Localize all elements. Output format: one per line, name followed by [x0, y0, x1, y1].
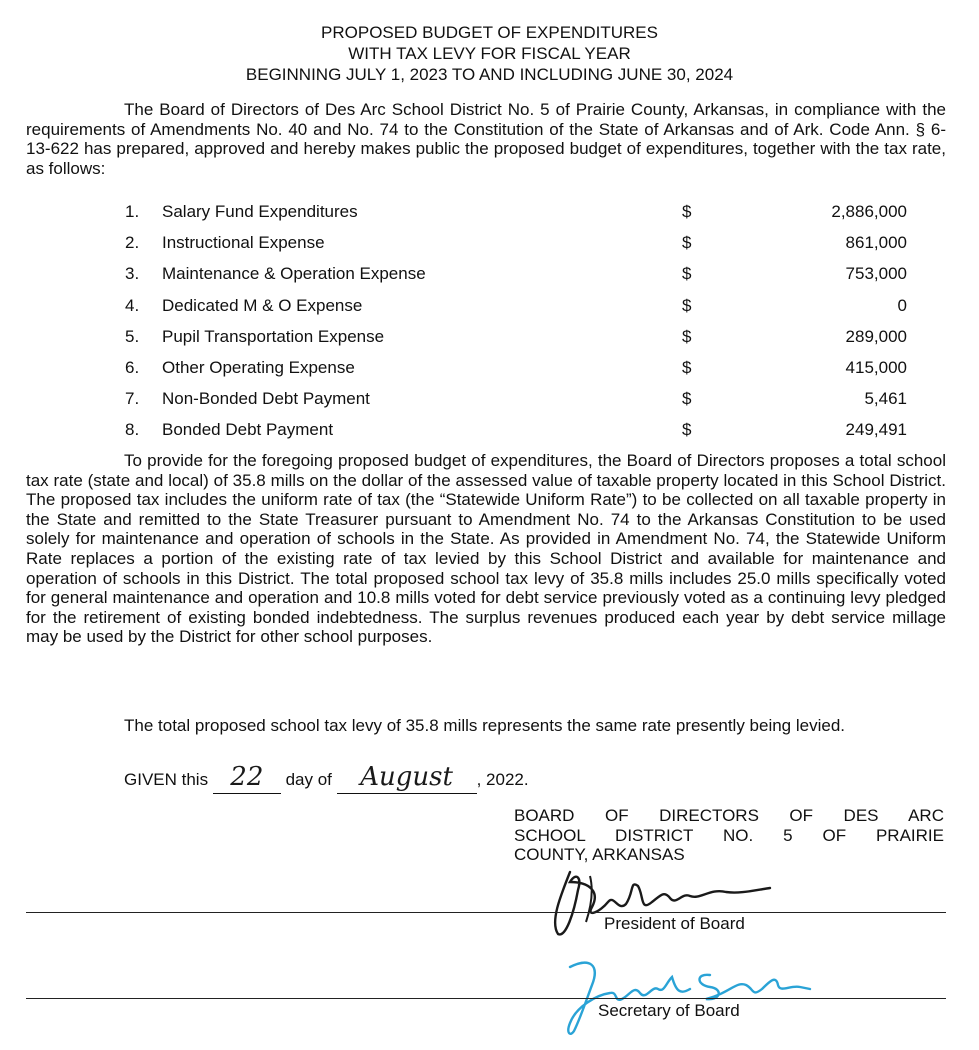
- handwritten-day: 22: [230, 762, 264, 792]
- expenditure-row: [0, 227, 979, 258]
- month-field: [337, 764, 477, 794]
- item-number: 2.: [125, 233, 140, 253]
- expenditure-row: [0, 383, 979, 414]
- item-label: Pupil Transportation Expense: [162, 326, 385, 346]
- item-label: Maintenance & Operation Expense: [162, 264, 426, 284]
- item-number: 1.: [125, 202, 140, 221]
- item-amount: 249,491: [845, 420, 907, 440]
- given-suffix: , 2022.: [476, 770, 529, 789]
- given-prefix: GIVEN this: [124, 770, 209, 789]
- item-label: Instructional Expense: [162, 233, 325, 253]
- currency-symbol: $: [682, 233, 692, 253]
- document-header: [0, 22, 979, 85]
- header-line-1: PROPOSED BUDGET OF EXPENDITURES: [321, 23, 658, 42]
- item-number: 7.: [125, 389, 140, 409]
- currency-symbol: $: [682, 295, 692, 315]
- header-line-3: BEGINNING JULY 1, 2023 TO AND INCLUDING JUNE 30, 2024: [245, 65, 734, 84]
- item-number: 5.: [125, 326, 140, 346]
- secretary-signature-line: [26, 998, 946, 999]
- item-amount: 289,000: [845, 326, 907, 346]
- board-line-3: COUNTY, ARKANSAS: [514, 845, 685, 864]
- item-label: Bonded Debt Payment: [162, 420, 334, 440]
- levy-note-paragraph: The total proposed school tax levy of 35.8 mills represents the same rate presently being levied.: [124, 716, 845, 735]
- currency-symbol: $: [682, 357, 692, 377]
- currency-symbol: $: [682, 326, 692, 346]
- intro-paragraph: The Board of Directors of Des Arc School District No. 5 of Prairie County, Arkansas, in compliance with the requirements of Amendments No. 40 and No. 74 to the Constitution of the State of Arkansas and of Ark. Code Ann. § 6-13-622 has prepared, approved and hereby makes public the proposed budget of expenditures, together with the tax rate, as follows:: [26, 100, 946, 178]
- currency-symbol: $: [682, 389, 692, 409]
- board-line-2: SCHOOL DISTRICT NO. 5 OF PRAIRIE: [514, 825, 944, 845]
- expenditure-row: [0, 414, 979, 445]
- expenditure-row: [0, 258, 979, 289]
- board-line-1: BOARD OF DIRECTORS OF DES ARC: [514, 806, 944, 825]
- expenditure-row: [0, 196, 979, 227]
- item-amount: 2,886,000: [831, 202, 907, 221]
- president-signature-line: [26, 912, 946, 913]
- item-amount: 0: [897, 295, 907, 315]
- currency-symbol: $: [682, 202, 692, 221]
- secretary-signature: [540, 945, 820, 1040]
- expenditure-row: [0, 321, 979, 352]
- secretary-label: Secretary of Board: [598, 1001, 740, 1020]
- currency-symbol: $: [682, 420, 692, 440]
- expenditure-row: [0, 290, 979, 321]
- item-number: 3.: [125, 264, 140, 284]
- item-label: Non-Bonded Debt Payment: [162, 389, 370, 409]
- given-date-line: [124, 764, 529, 795]
- expenditure-row: [0, 352, 979, 383]
- item-amount: 861,000: [845, 233, 907, 253]
- tax-rate-paragraph: To provide for the foregoing proposed budget of expenditures, the Board of Directors proposes a total school tax rate (state and local) of 35.8 mills on the dollar of the assessed value of taxable property located in this School District. The proposed tax includes the uniform rate of tax (the “Statewide Uniform Rate”) to be collected on all taxable property in the State and remitted to the State Treasurer pursuant to Amendment No. 74 to the Arkansas Constitution to be used solely for maintenance and operation of schools in the State. As provided in Amendment No. 74, the Statewide Uniform Rate replaces a portion of the existing rate of tax levied by this School District and available for maintenance and operation of schools in this District. The total proposed school tax levy of 35.8 mills includes 25.0 mills specifically voted for general maintenance and operation and 10.8 mills voted for debt service previously voted as a continuing levy pledged for the retirement of existing bonded indebtedness. The surplus revenues produced each year by debt service millage may be used by the District for other school purposes.: [26, 451, 946, 647]
- day-field: [213, 764, 281, 794]
- president-ink-stroke: [586, 876, 592, 922]
- handwritten-month: August: [360, 762, 453, 792]
- item-number: 6.: [125, 357, 140, 377]
- item-label: Salary Fund Expenditures: [162, 202, 358, 221]
- item-amount: 5,461: [864, 389, 907, 409]
- item-number: 4.: [125, 295, 140, 315]
- expenditure-list: [0, 196, 979, 446]
- item-label: Dedicated M & O Expense: [162, 295, 363, 315]
- president-label: President of Board: [604, 914, 745, 933]
- header-line-2: WITH TAX LEVY FOR FISCAL YEAR: [348, 44, 631, 63]
- item-amount: 753,000: [845, 264, 907, 284]
- item-label: Other Operating Expense: [162, 357, 355, 377]
- item-number: 8.: [125, 420, 140, 440]
- item-amount: 415,000: [845, 357, 907, 377]
- secretary-ink-stroke: [700, 975, 811, 999]
- given-middle: day of: [285, 770, 332, 789]
- currency-symbol: $: [682, 264, 692, 284]
